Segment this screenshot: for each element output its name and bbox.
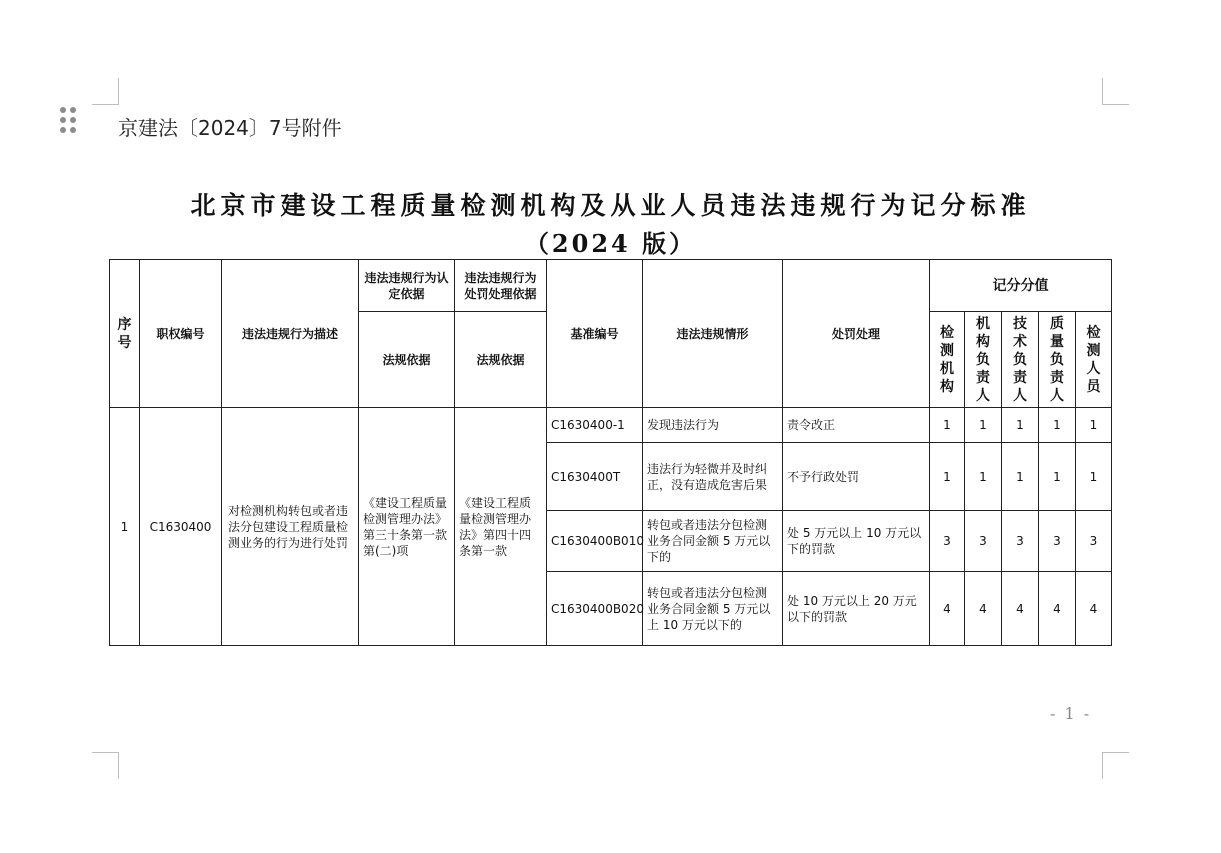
header-score-group: 记分分值 <box>930 260 1112 312</box>
cell-score: 3 <box>930 511 965 572</box>
cell-benchmark-code: C1630400B010 <box>547 511 643 572</box>
cell-penalty-law: 《建设工程质量检测管理办法》第四十四条第一款 <box>455 408 547 646</box>
attachment-label: 京建法〔2024〕7号附件 <box>118 116 342 140</box>
cell-authority-code: C1630400 <box>140 408 222 646</box>
table-row <box>110 408 1112 443</box>
cell-score: 4 <box>1002 572 1039 646</box>
cell-score: 1 <box>1076 408 1112 443</box>
cell-benchmark-code: C1630400B020 <box>547 572 643 646</box>
cell-score: 1 <box>1002 408 1039 443</box>
cell-circumstance: 发现违法行为 <box>643 408 783 443</box>
cell-behavior-desc: 对检测机构转包或者违法分包建设工程质量检测业务的行为进行处罚 <box>222 408 359 646</box>
cell-punishment: 处 5 万元以上 10 万元以下的罚款 <box>783 511 930 572</box>
cell-benchmark-code: C1630400-1 <box>547 408 643 443</box>
header-score-institution: 检测机构 <box>930 312 965 408</box>
cell-score: 1 <box>1002 443 1039 511</box>
cell-score: 1 <box>965 443 1002 511</box>
header-score-technical-head: 技术负责人 <box>1002 312 1039 408</box>
cell-punishment: 责令改正 <box>783 408 930 443</box>
cell-score: 4 <box>1076 572 1112 646</box>
cell-punishment: 处 10 万元以上 20 万元以下的罚款 <box>783 572 930 646</box>
header-authority-code: 职权编号 <box>140 260 222 408</box>
header-benchmark-code: 基准编号 <box>547 260 643 408</box>
cell-score: 3 <box>1039 511 1076 572</box>
scoring-standard-table <box>109 259 1112 646</box>
header-score-inspector: 检测人员 <box>1076 312 1112 408</box>
header-score-institution-head: 机构负责人 <box>965 312 1002 408</box>
cell-score: 4 <box>965 572 1002 646</box>
cell-score: 3 <box>1076 511 1112 572</box>
crop-mark-top-right <box>1102 78 1129 105</box>
cell-score: 4 <box>1039 572 1076 646</box>
cell-benchmark-code: C1630400T <box>547 443 643 511</box>
header-punishment: 处罚处理 <box>783 260 930 408</box>
header-seq: 序号 <box>110 260 140 408</box>
cell-circumstance: 转包或者违法分包检测业务合同金额 5 万元以下的 <box>643 511 783 572</box>
cell-score: 4 <box>930 572 965 646</box>
header-penalty-law: 法规依据 <box>455 312 547 408</box>
crop-mark-bottom-left <box>92 752 119 779</box>
page-number: - 1 - <box>1050 704 1092 723</box>
header-basis-group: 违法违规行为认定依据 <box>359 260 455 312</box>
header-score-quality-head: 质量负责人 <box>1039 312 1076 408</box>
cell-punishment: 不予行政处罚 <box>783 443 930 511</box>
crop-mark-top-left <box>92 78 119 105</box>
drag-handle-icon[interactable] <box>60 107 78 137</box>
document-subtitle: （2024 版） <box>524 229 697 258</box>
cell-basis-law: 《建设工程质量检测管理办法》第三十条第一款第(二)项 <box>359 408 455 646</box>
crop-mark-bottom-right <box>1102 752 1129 779</box>
cell-circumstance: 违法行为轻微并及时纠正，没有造成危害后果 <box>643 443 783 511</box>
header-basis-law: 法规依据 <box>359 312 455 408</box>
cell-score: 1 <box>1039 443 1076 511</box>
cell-score: 1 <box>965 408 1002 443</box>
header-behavior-desc: 违法违规行为描述 <box>222 260 359 408</box>
cell-score: 1 <box>1039 408 1076 443</box>
header-circumstance: 违法违规情形 <box>643 260 783 408</box>
cell-seq: 1 <box>110 408 140 646</box>
cell-score: 3 <box>965 511 1002 572</box>
cell-score: 1 <box>930 408 965 443</box>
document-title: 北京市建设工程质量检测机构及从业人员违法违规行为记分标准 <box>190 191 1031 220</box>
cell-score: 3 <box>1002 511 1039 572</box>
cell-circumstance: 转包或者违法分包检测业务合同金额 5 万元以上 10 万元以下的 <box>643 572 783 646</box>
cell-score: 1 <box>930 443 965 511</box>
cell-score: 1 <box>1076 443 1112 511</box>
header-penalty-group: 违法违规行为处罚处理依据 <box>455 260 547 312</box>
